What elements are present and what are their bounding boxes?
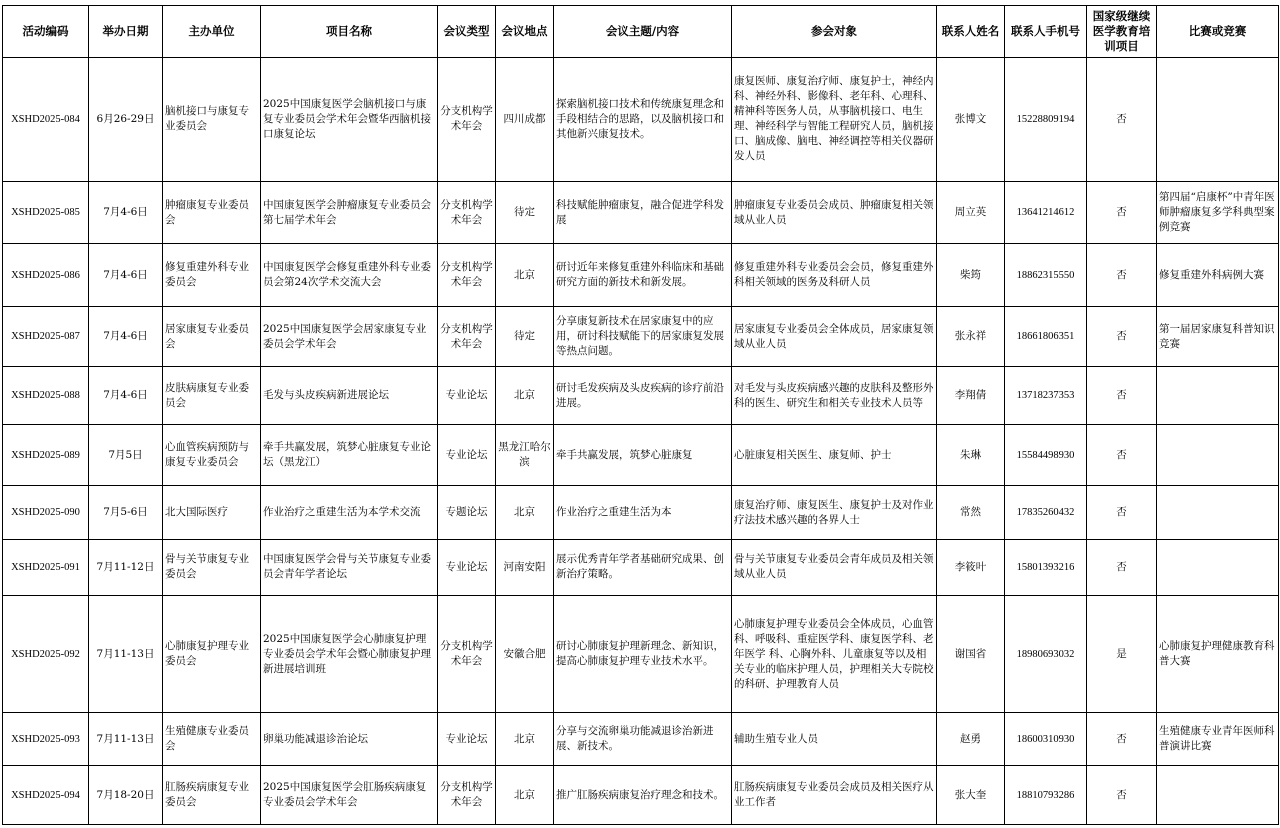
contact-name-cell: 赵勇 xyxy=(937,713,1005,766)
host-organization-cell: 居家康复专业委员会 xyxy=(163,306,261,366)
meeting-type-cell: 分支机构学术年会 xyxy=(438,244,496,306)
contact-phone-cell: 15584498930 xyxy=(1005,424,1087,485)
cme-status-cell: 否 xyxy=(1087,306,1157,366)
header-location: 会议地点 xyxy=(496,6,554,58)
header-org: 主办单位 xyxy=(163,6,261,58)
cme-status-cell: 否 xyxy=(1087,58,1157,182)
project-name-cell: 中国康复医学会肿瘤康复专业委员会第七届学术年会 xyxy=(261,181,438,243)
contact-phone-cell: 15801393216 xyxy=(1005,539,1087,595)
meeting-theme-cell: 研讨心肺康复护理新理念、新知识，提高心肺康复护理专业技术水平。 xyxy=(554,596,732,713)
activity-code-cell: XSHD2025-085 xyxy=(3,181,89,243)
contact-phone-cell: 18862315550 xyxy=(1005,244,1087,306)
target-audience-cell: 肛肠疾病康复专业委员会成员及相关医疗从业工作者 xyxy=(732,766,937,825)
meeting-theme-cell: 作业治疗之重建生活为本 xyxy=(554,486,732,539)
contact-name-cell: 周立英 xyxy=(937,181,1005,243)
cme-status-cell: 否 xyxy=(1087,539,1157,595)
contact-phone-cell: 18980693032 xyxy=(1005,596,1087,713)
meeting-location-cell: 北京 xyxy=(496,367,554,424)
activity-code-cell: XSHD2025-092 xyxy=(3,596,89,713)
competition-cell: 心肺康复护理健康教育科普大赛 xyxy=(1157,596,1279,713)
meeting-type-cell: 分支机构学术年会 xyxy=(438,58,496,182)
header-date: 举办日期 xyxy=(89,6,163,58)
meeting-location-cell: 北京 xyxy=(496,244,554,306)
header-theme: 会议主题/内容 xyxy=(554,6,732,58)
cme-status-cell: 否 xyxy=(1087,766,1157,825)
table-row xyxy=(3,596,1279,713)
contact-name-cell: 谢国省 xyxy=(937,596,1005,713)
activity-code-cell: XSHD2025-084 xyxy=(3,58,89,182)
meeting-type-cell: 专业论坛 xyxy=(438,539,496,595)
host-organization-cell: 心血管疾病预防与康复专业委员会 xyxy=(163,424,261,485)
project-name-cell: 中国康复医学会修复重建外科专业委员会第24次学术交流大会 xyxy=(261,244,438,306)
meeting-location-cell: 安徽合肥 xyxy=(496,596,554,713)
competition-cell xyxy=(1157,424,1279,485)
contact-name-cell: 朱琳 xyxy=(937,424,1005,485)
competition-cell: 修复重建外科病例大赛 xyxy=(1157,244,1279,306)
meeting-type-cell: 专业论坛 xyxy=(438,367,496,424)
table-row xyxy=(3,181,1279,243)
meeting-location-cell: 黑龙江哈尔滨 xyxy=(496,424,554,485)
host-organization-cell: 脑机接口与康复专业委员会 xyxy=(163,58,261,182)
activity-code-cell: XSHD2025-094 xyxy=(3,766,89,825)
meeting-theme-cell: 科技赋能肿瘤康复，融合促进学科发展 xyxy=(554,181,732,243)
meeting-type-cell: 分支机构学术年会 xyxy=(438,306,496,366)
target-audience-cell: 心肺康复护理专业委员会全体成员，心血管科、呼吸科、重症医学科、康复医学科、老年医学 科、心胸外科、儿童康复等以及相关专业的临床护理人员，护理相关大专院校的科研、护理教育人员 xyxy=(732,596,937,713)
meeting-type-cell: 专业论坛 xyxy=(438,713,496,766)
event-date-cell: 7月5日 xyxy=(89,424,163,485)
project-name-cell: 毛发与头皮疾病新进展论坛 xyxy=(261,367,438,424)
meeting-location-cell: 北京 xyxy=(496,486,554,539)
header-competition: 比赛或竞赛 xyxy=(1157,6,1279,58)
event-date-cell: 7月4-6日 xyxy=(89,306,163,366)
competition-cell: 第四届“启康杯”中青年医师肿瘤康复多学科典型案例竞赛 xyxy=(1157,181,1279,243)
header-code: 活动编码 xyxy=(3,6,89,58)
contact-phone-cell: 18810793286 xyxy=(1005,766,1087,825)
target-audience-cell: 居家康复专业委员会全体成员，居家康复领域从业人员 xyxy=(732,306,937,366)
cme-status-cell: 否 xyxy=(1087,181,1157,243)
activity-code-cell: XSHD2025-091 xyxy=(3,539,89,595)
contact-phone-cell: 13641214612 xyxy=(1005,181,1087,243)
meeting-location-cell: 待定 xyxy=(496,181,554,243)
event-date-cell: 7月11-13日 xyxy=(89,713,163,766)
host-organization-cell: 肿瘤康复专业委员会 xyxy=(163,181,261,243)
header-row xyxy=(3,6,1279,58)
target-audience-cell: 肿瘤康复专业委员会成员、肿瘤康复相关领域从业人员 xyxy=(732,181,937,243)
host-organization-cell: 肛肠疾病康复专业委员会 xyxy=(163,766,261,825)
meeting-location-cell: 河南安阳 xyxy=(496,539,554,595)
header-name: 项目名称 xyxy=(261,6,438,58)
project-name-cell: 卵巢功能减退诊治论坛 xyxy=(261,713,438,766)
host-organization-cell: 心肺康复护理专业委员会 xyxy=(163,596,261,713)
host-organization-cell: 修复重建外科专业委员会 xyxy=(163,244,261,306)
meeting-type-cell: 分支机构学术年会 xyxy=(438,596,496,713)
project-name-cell: 作业治疗之重建生活为本学术交流 xyxy=(261,486,438,539)
header-cme: 国家级继续医学教育培训项目 xyxy=(1087,6,1157,58)
event-date-cell: 7月4-6日 xyxy=(89,244,163,306)
activity-code-cell: XSHD2025-093 xyxy=(3,713,89,766)
table-row xyxy=(3,486,1279,539)
meeting-type-cell: 分支机构学术年会 xyxy=(438,766,496,825)
target-audience-cell: 对毛发与头皮疾病感兴趣的皮肤科及整形外科的医生、研究生和相关专业技术人员等 xyxy=(732,367,937,424)
meeting-type-cell: 专业论坛 xyxy=(438,424,496,485)
competition-cell xyxy=(1157,58,1279,182)
table-row xyxy=(3,424,1279,485)
header-audience: 参会对象 xyxy=(732,6,937,58)
host-organization-cell: 骨与关节康复专业委员会 xyxy=(163,539,261,595)
meeting-theme-cell: 分享康复新技术在居家康复中的应用，研讨科技赋能下的居家康复发展等热点问题。 xyxy=(554,306,732,366)
meeting-theme-cell: 探索脑机接口技术和传统康复理念和手段相结合的思路，以及脑机接口和其他新兴康复技术。 xyxy=(554,58,732,182)
cme-status-cell: 否 xyxy=(1087,486,1157,539)
activity-code-cell: XSHD2025-088 xyxy=(3,367,89,424)
event-date-cell: 7月4-6日 xyxy=(89,367,163,424)
project-name-cell: 2025中国康复医学会脑机接口与康复专业委员会学术年会暨华西脑机接口康复论坛 xyxy=(261,58,438,182)
contact-name-cell: 张博文 xyxy=(937,58,1005,182)
activity-code-cell: XSHD2025-090 xyxy=(3,486,89,539)
table-row xyxy=(3,306,1279,366)
host-organization-cell: 皮肤病康复专业委员会 xyxy=(163,367,261,424)
meeting-theme-cell: 推广肛肠疾病康复治疗理念和技术。 xyxy=(554,766,732,825)
contact-phone-cell: 18661806351 xyxy=(1005,306,1087,366)
table-row xyxy=(3,713,1279,766)
meeting-theme-cell: 研讨毛发疾病及头皮疾病的诊疗前沿进展。 xyxy=(554,367,732,424)
target-audience-cell: 心脏康复相关医生、康复师、护士 xyxy=(732,424,937,485)
contact-name-cell: 柴筠 xyxy=(937,244,1005,306)
cme-status-cell: 否 xyxy=(1087,367,1157,424)
table-row xyxy=(3,766,1279,825)
competition-cell xyxy=(1157,486,1279,539)
meeting-location-cell: 四川成都 xyxy=(496,58,554,182)
project-name-cell: 中国康复医学会骨与关节康复专业委员会青年学者论坛 xyxy=(261,539,438,595)
contact-name-cell: 张永祥 xyxy=(937,306,1005,366)
meeting-location-cell: 北京 xyxy=(496,713,554,766)
contact-phone-cell: 17835260432 xyxy=(1005,486,1087,539)
project-name-cell: 2025中国康复医学会心肺康复护理专业委员会学术年会暨心肺康复护理新进展培训班 xyxy=(261,596,438,713)
contact-name-cell: 张大奎 xyxy=(937,766,1005,825)
event-date-cell: 7月18-20日 xyxy=(89,766,163,825)
project-name-cell: 2025中国康复医学会居家康复专业委员会学术年会 xyxy=(261,306,438,366)
activity-code-cell: XSHD2025-086 xyxy=(3,244,89,306)
header-type: 会议类型 xyxy=(438,6,496,58)
event-date-cell: 7月5-6日 xyxy=(89,486,163,539)
contact-name-cell: 常然 xyxy=(937,486,1005,539)
cme-status-cell: 是 xyxy=(1087,596,1157,713)
table-row xyxy=(3,58,1279,182)
contact-phone-cell: 18600310930 xyxy=(1005,713,1087,766)
table-row xyxy=(3,367,1279,424)
project-name-cell: 2025中国康复医学会肛肠疾病康复专业委员会学术年会 xyxy=(261,766,438,825)
contact-name-cell: 李翔倩 xyxy=(937,367,1005,424)
meeting-type-cell: 分支机构学术年会 xyxy=(438,181,496,243)
meeting-location-cell: 待定 xyxy=(496,306,554,366)
target-audience-cell: 修复重建外科专业委员会会员，修复重建外科相关领域的医务及科研人员 xyxy=(732,244,937,306)
competition-cell xyxy=(1157,367,1279,424)
header-contact-phone: 联系人手机号 xyxy=(1005,6,1087,58)
table-row xyxy=(3,244,1279,306)
competition-cell xyxy=(1157,539,1279,595)
target-audience-cell: 康复医师、康复治疗师、康复护士，神经内科、神经外科、影像科、老年科、心理科、精神科等医务人员，从事脑机接口、电生理、神经科学与智能工程研究人员，脑机接口、脑成像、脑电、神经调控等相关仪器研发人员 xyxy=(732,58,937,182)
meeting-theme-cell: 研讨近年来修复重建外科临床和基础研究方面的新技术和新发展。 xyxy=(554,244,732,306)
table-row xyxy=(3,539,1279,595)
activity-code-cell: XSHD2025-089 xyxy=(3,424,89,485)
event-date-cell: 6月26-29日 xyxy=(89,58,163,182)
meeting-theme-cell: 展示优秀青年学者基础研究成果、创新治疗策略。 xyxy=(554,539,732,595)
target-audience-cell: 骨与关节康复专业委员会青年成员及相关领域从业人员 xyxy=(732,539,937,595)
meeting-theme-cell: 牵手共赢发展，筑梦心脏康复 xyxy=(554,424,732,485)
target-audience-cell: 康复治疗师、康复医生、康复护士及对作业疗法技术感兴趣的各界人士 xyxy=(732,486,937,539)
competition-cell: 生殖健康专业青年医师科普演讲比赛 xyxy=(1157,713,1279,766)
contact-phone-cell: 13718237353 xyxy=(1005,367,1087,424)
project-name-cell: 牵手共赢发展，筑梦心脏康复专业论坛（黑龙江） xyxy=(261,424,438,485)
cme-status-cell: 否 xyxy=(1087,424,1157,485)
host-organization-cell: 生殖健康专业委员会 xyxy=(163,713,261,766)
competition-cell xyxy=(1157,766,1279,825)
meeting-location-cell: 北京 xyxy=(496,766,554,825)
activity-code-cell: XSHD2025-087 xyxy=(3,306,89,366)
event-date-cell: 7月4-6日 xyxy=(89,181,163,243)
event-date-cell: 7月11-12日 xyxy=(89,539,163,595)
header-contact-name: 联系人姓名 xyxy=(937,6,1005,58)
contact-name-cell: 李筱叶 xyxy=(937,539,1005,595)
competition-cell: 第一届居家康复科普知识竞赛 xyxy=(1157,306,1279,366)
meeting-theme-cell: 分享与交流卵巢功能减退诊治新进展、新技术。 xyxy=(554,713,732,766)
activity-schedule-table xyxy=(2,5,1279,825)
contact-phone-cell: 15228809194 xyxy=(1005,58,1087,182)
event-date-cell: 7月11-13日 xyxy=(89,596,163,713)
target-audience-cell: 辅助生殖专业人员 xyxy=(732,713,937,766)
cme-status-cell: 否 xyxy=(1087,244,1157,306)
cme-status-cell: 否 xyxy=(1087,713,1157,766)
host-organization-cell: 北大国际医疗 xyxy=(163,486,261,539)
meeting-type-cell: 专题论坛 xyxy=(438,486,496,539)
